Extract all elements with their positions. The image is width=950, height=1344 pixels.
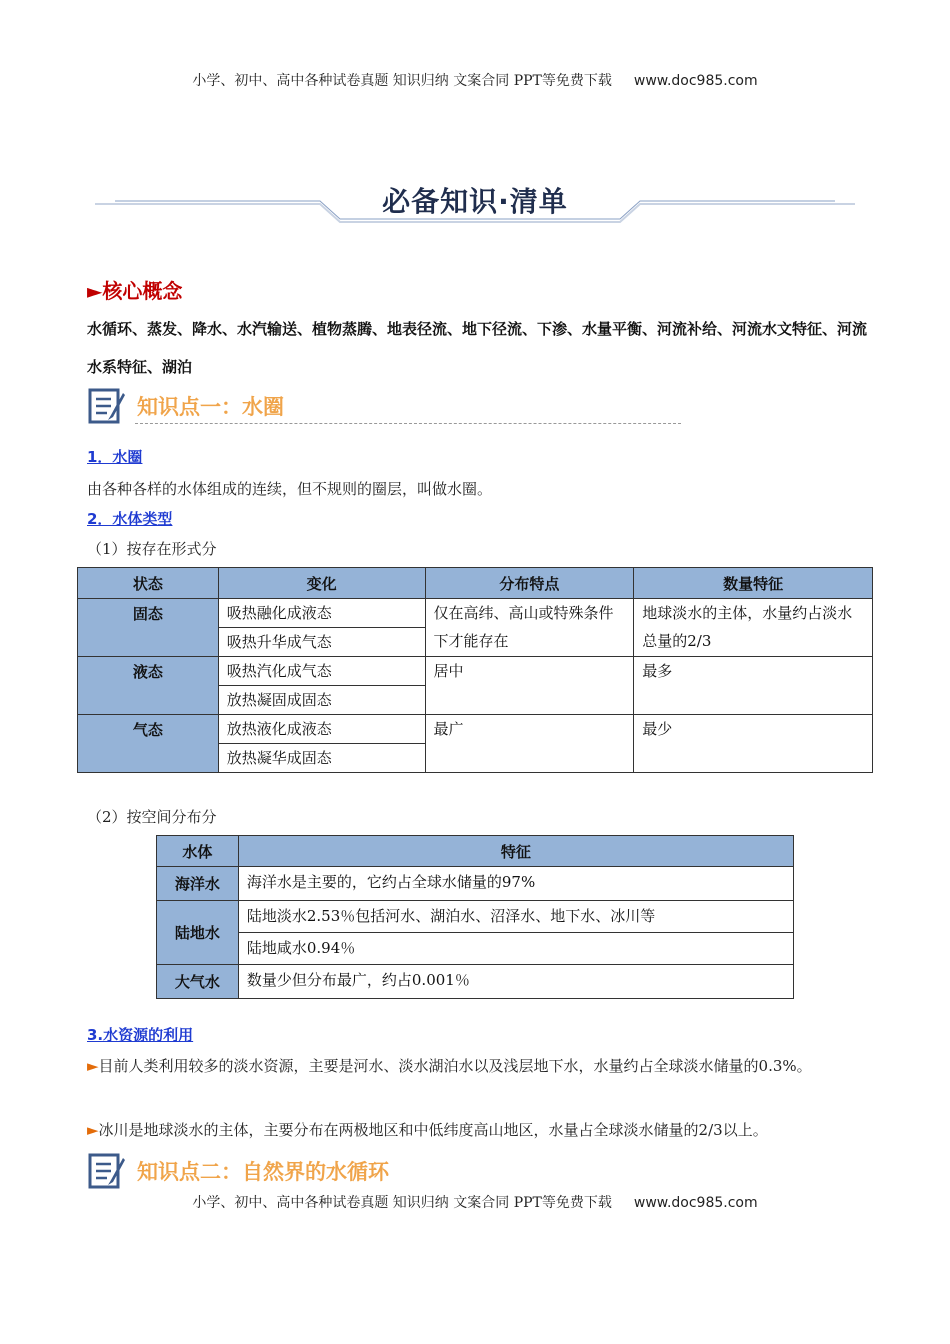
section-1-heading[interactable]: 1．水圈 — [87, 448, 143, 466]
section-2-heading[interactable]: 2．水体类型 — [87, 510, 173, 528]
footer-text: 小学、初中、高中各种试卷真题 知识归纳 文案合同 PPT等免费下载 — [192, 1195, 612, 1211]
footer-url[interactable]: www.doc985.com — [633, 1195, 758, 1211]
table-header: 数量特征 — [634, 568, 873, 599]
feature-cell: 数量少但分布最广，约占0.001％ — [238, 965, 793, 999]
bullet-arrow-icon: ► — [87, 1057, 99, 1075]
state-cell: 气态 — [78, 715, 219, 773]
table-row — [78, 599, 873, 628]
table-header-row — [78, 568, 873, 599]
dashed-divider — [135, 423, 681, 424]
table-row — [157, 933, 794, 965]
distribution-cell: 仅在高纬、高山或特殊条件下才能存在 — [425, 599, 634, 657]
change-cell: 吸热汽化成气态 — [218, 657, 425, 686]
distribution-cell: 最广 — [425, 715, 634, 773]
state-cell: 液态 — [78, 657, 219, 715]
page-header — [0, 70, 950, 90]
bullet-arrow-icon: ► — [87, 1121, 99, 1139]
knowledge-point-2 — [87, 1150, 687, 1194]
table-header: 特征 — [238, 836, 793, 867]
change-cell: 放热液化成液态 — [218, 715, 425, 744]
table-header: 状态 — [78, 568, 219, 599]
change-cell: 吸热融化成液态 — [218, 599, 425, 628]
quantity-cell: 最多 — [634, 657, 873, 715]
feature-cell: 陆地咸水0.94％ — [238, 933, 793, 965]
water-body-cell: 陆地水 — [157, 901, 239, 965]
section-3-heading[interactable]: 3.水资源的利用 — [87, 1026, 194, 1044]
section-3-paragraph-2 — [87, 1114, 877, 1146]
quantity-cell: 地球淡水的主体，水量约占淡水总量的2/3 — [634, 599, 873, 657]
table-row — [157, 965, 794, 999]
water-distribution-table — [156, 835, 794, 999]
core-concepts-text: 水循环、蒸发、降水、水汽输送、植物蒸腾、地表径流、地下径流、下渗、水量平衡、河流补给、河流水文特征、河流水系特征、湖泊 — [87, 320, 868, 376]
feature-cell: 海洋水是主要的，它约占全球水储量的97% — [238, 867, 793, 901]
water-body-cell: 大气水 — [157, 965, 239, 999]
banner-title: 必备知识·清单 — [382, 185, 568, 218]
table-row — [157, 901, 794, 933]
header-text: 小学、初中、高中各种试卷真题 知识归纳 文案合同 PPT等免费下载 — [192, 73, 612, 89]
table1-caption: （1）按存在形式分 — [87, 540, 217, 558]
kp1-title: 知识点一：水圈 — [137, 395, 284, 419]
section-3-paragraph-1 — [87, 1050, 877, 1082]
knowledge-point-1 — [87, 385, 687, 429]
table2-caption: （2）按空间分布分 — [87, 808, 217, 826]
table-row — [78, 657, 873, 686]
quantity-cell: 最少 — [634, 715, 873, 773]
kp2-title: 知识点二：自然界的水循环 — [137, 1160, 389, 1184]
header-url[interactable]: www.doc985.com — [633, 73, 758, 89]
table-row — [78, 715, 873, 744]
table-header: 水体 — [157, 836, 239, 867]
table-header: 变化 — [218, 568, 425, 599]
paragraph-text: 目前人类利用较多的淡水资源，主要是河水、淡水湖泊水以及浅层地下水，水量约占全球淡水储量的0.3%。 — [98, 1057, 812, 1075]
notepad-icon — [87, 1150, 127, 1190]
table-header: 分布特点 — [425, 568, 634, 599]
paragraph-text: 冰川是地球淡水的主体，主要分布在两极地区和中低纬度高山地区，水量占全球淡水储量的2/3以上。 — [98, 1121, 768, 1139]
change-cell: 放热凝固成固态 — [218, 686, 425, 715]
table-header-row — [157, 836, 794, 867]
page-footer — [0, 1192, 950, 1212]
core-concepts-title: ►核心概念 — [87, 279, 183, 303]
notepad-icon — [87, 385, 127, 425]
water-body-cell: 海洋水 — [157, 867, 239, 901]
distribution-cell: 居中 — [425, 657, 634, 715]
change-cell: 放热凝华成固态 — [218, 744, 425, 773]
table-row — [157, 867, 794, 901]
section-1-text: 由各种各样的水体组成的连续，但不规则的圈层，叫做水圈。 — [87, 480, 493, 498]
state-cell: 固态 — [78, 599, 219, 657]
water-state-table — [77, 567, 873, 773]
feature-cell: 陆地淡水2.53％包括河水、湖泊水、沼泽水、地下水、冰川等 — [238, 901, 793, 933]
change-cell: 吸热升华成气态 — [218, 628, 425, 657]
